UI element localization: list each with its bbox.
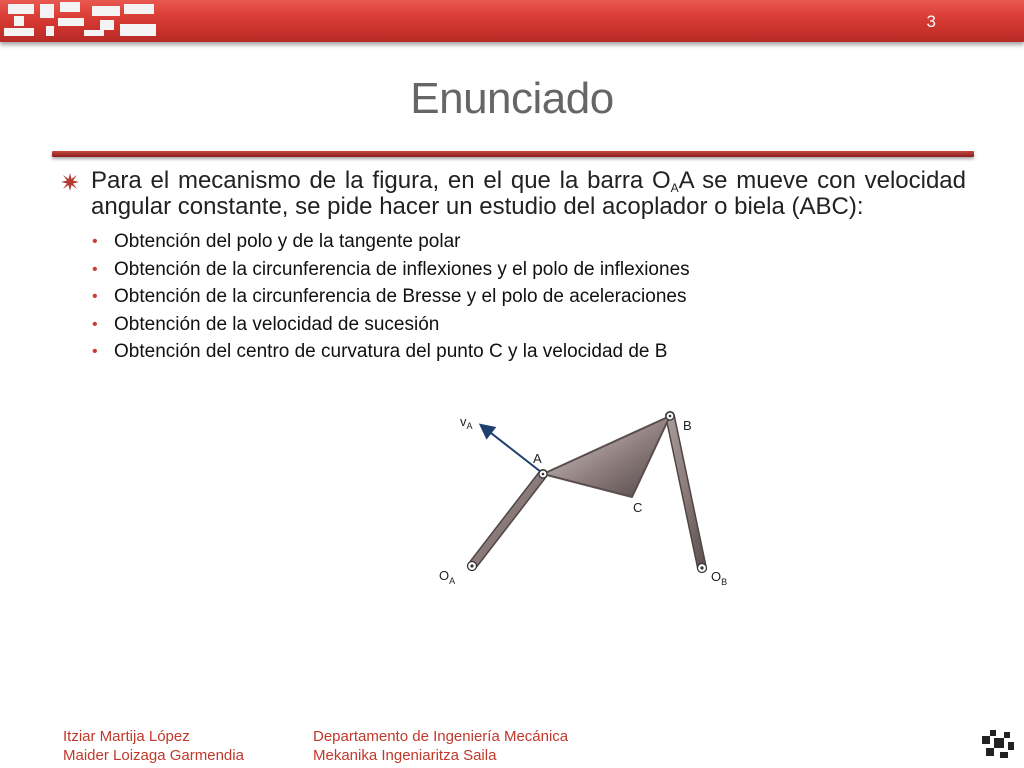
- label-b: B: [683, 418, 692, 433]
- slide-number: 3: [926, 12, 936, 31]
- university-logo: [0, 0, 165, 42]
- bullet-dot-icon: •: [92, 260, 98, 278]
- sub-bullet-text: Obtención del polo y de la tangente polar: [114, 231, 461, 252]
- joint-b: [666, 412, 674, 420]
- author-name: Itziar Martija López: [63, 728, 190, 745]
- slide-title: Enunciado: [410, 74, 614, 123]
- label-c: C: [633, 500, 643, 515]
- sub-bullet-item: [92, 311, 966, 339]
- label-oa: $O_A$: [439, 568, 456, 586]
- author-name: Maider Loizaga Garmendia: [63, 747, 244, 764]
- sub-bullet-text: Obtención de la circunferencia de inflexiones y el polo de inflexiones: [114, 258, 690, 280]
- label-va: $v_A$: [460, 414, 473, 431]
- mechanism-figure: [420, 400, 750, 600]
- main-bullet-text-end: A se mueve con velocidad angular constante, se pide hacer un estudio del acoplador o biela (ABC):: [91, 167, 966, 220]
- bullet-dot-icon: •: [92, 343, 98, 360]
- coupler-abc: [543, 416, 670, 497]
- joint-ob: [698, 564, 707, 573]
- slide-content: [60, 168, 966, 366]
- joint-oa: [468, 562, 477, 571]
- joint-a: [539, 470, 547, 478]
- sub-bullet-text: Obtención de la circunferencia de Bresse y el polo de aceleraciones: [114, 286, 687, 307]
- header-bar: [0, 0, 1024, 42]
- label-ob: $O_B$: [711, 569, 728, 587]
- sub-bullet-item: [92, 338, 966, 366]
- label-a: A: [533, 451, 542, 466]
- footer-department: [313, 727, 568, 765]
- sub-bullet-text: Obtención del centro de curvatura del punto C y la velocidad de B: [114, 341, 668, 362]
- department-name: Departamento de Ingeniería Mecánica: [313, 728, 569, 745]
- sub-bullet-item: [92, 283, 966, 311]
- main-bullet: [60, 168, 966, 220]
- sub-bullet-item: [92, 256, 966, 284]
- main-bullet-text-start: Para el mecanismo de la figura, en el que la barra O: [91, 167, 671, 194]
- sub-bullet-list: [92, 228, 966, 366]
- main-bullet-subscript: A: [670, 181, 679, 195]
- starburst-bullet-icon: [60, 172, 80, 192]
- bullet-dot-icon: •: [92, 288, 98, 305]
- sub-bullet-text: Obtención de la velocidad de sucesión: [114, 313, 440, 335]
- sub-bullet-item: [92, 228, 966, 256]
- title-divider: [52, 151, 974, 157]
- pixel-logo-icon: [980, 728, 1016, 760]
- department-name: Mekanika Ingeniaritza Saila: [313, 747, 497, 764]
- bullet-dot-icon: •: [92, 233, 98, 250]
- bullet-dot-icon: •: [92, 315, 98, 333]
- footer-authors: [63, 727, 244, 765]
